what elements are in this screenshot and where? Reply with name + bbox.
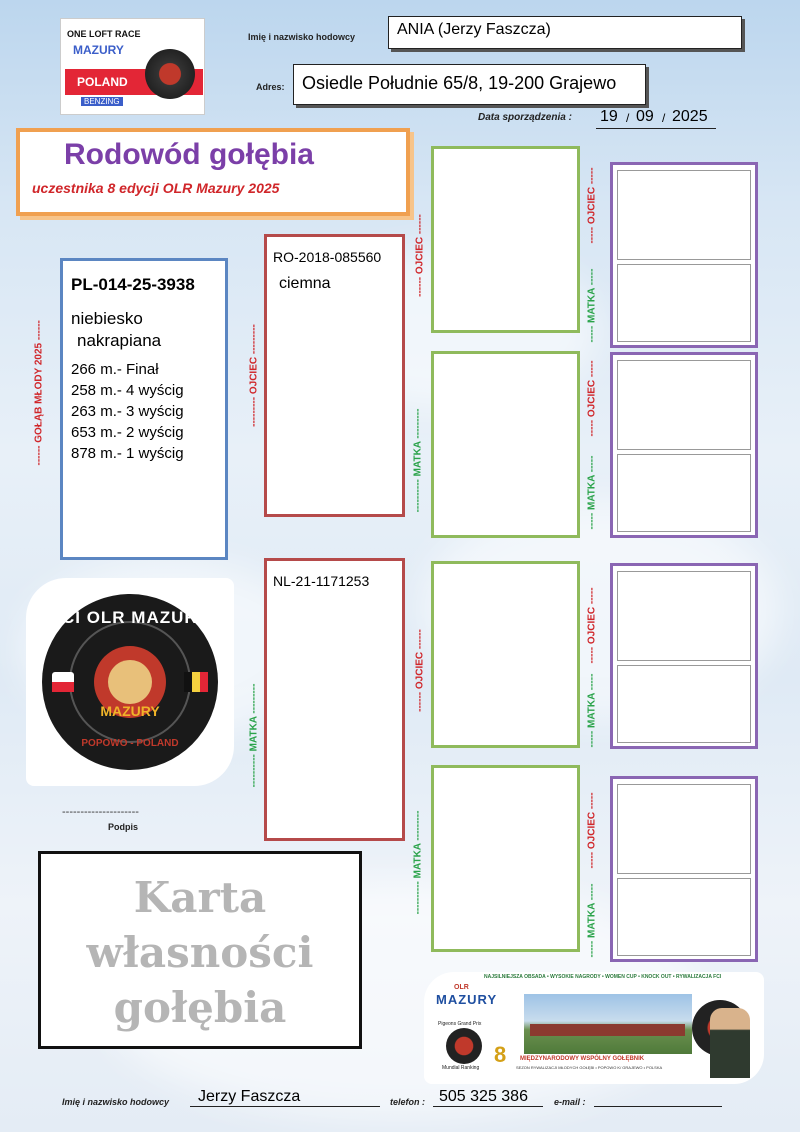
grandparent-box-3[interactable] bbox=[431, 561, 580, 748]
signature-label: Podpis bbox=[108, 822, 139, 832]
logo-text-benzing: BENZING bbox=[81, 97, 123, 106]
date-year: 2025 bbox=[672, 108, 708, 125]
breeder-label: Imię i nazwisko hodowcy bbox=[248, 32, 356, 42]
address-field[interactable]: Osiedle Południe 65/8, 19-200 Grajewo bbox=[293, 64, 646, 105]
result-item: 263 m.- 3 wyścig bbox=[71, 403, 184, 420]
logo-text-one-loft: ONE LOFT RACE bbox=[67, 29, 141, 39]
pigeon-ring[interactable]: PL-014-25-3938 bbox=[71, 275, 195, 294]
great-grandparent-pair-1 bbox=[610, 162, 758, 348]
banner-mundial: Mundial Ranking bbox=[442, 1065, 480, 1071]
page-title: Rodowód gołębia bbox=[64, 138, 314, 171]
ggp-ojciec-label: ----- OJCIEC ----- bbox=[586, 360, 598, 437]
gp-matka-label: ---------- MATKA --------- bbox=[412, 810, 424, 915]
great-grandparent-box[interactable] bbox=[617, 784, 751, 874]
title-box bbox=[16, 128, 410, 216]
ggp-ojciec-label: ----- OJCIEC ----- bbox=[586, 587, 598, 664]
gp-ojciec-label: ------ OJCIEC ------ bbox=[414, 214, 426, 297]
great-grandparent-box[interactable] bbox=[617, 360, 751, 450]
pigeon-results bbox=[71, 359, 184, 464]
footer-email-field[interactable] bbox=[594, 1088, 722, 1107]
mother-label: ---------- MATKA --------- bbox=[248, 683, 260, 788]
footer-email-label: e-mail : bbox=[554, 1097, 586, 1107]
banner-olr: OLR bbox=[454, 984, 469, 991]
olr-logo bbox=[60, 18, 205, 115]
result-item: 878 m.- 1 wyścig bbox=[71, 445, 184, 462]
logo-pigeon-emblem bbox=[145, 49, 195, 99]
footer-phone-field[interactable]: 505 325 386 bbox=[433, 1088, 543, 1107]
ownership-line: Karta bbox=[133, 873, 267, 922]
banner-photo bbox=[524, 994, 692, 1054]
badge-text-mid: MAZURY bbox=[100, 703, 160, 719]
date-month: 09 bbox=[636, 108, 654, 125]
banner-pgp: Pigeons Grand Prix bbox=[438, 1021, 482, 1027]
date-day: 19 bbox=[600, 108, 618, 125]
mother-box bbox=[264, 558, 405, 841]
ownership-card bbox=[38, 851, 362, 1049]
ggp-matka-label: ----- MATKA ----- bbox=[586, 268, 598, 343]
ownership-card-title bbox=[41, 870, 359, 1035]
banner-top-text: NAJSILNIEJSZA OBSADA • WYSOKIE NAGRODY • WOMEN CUP • KNOCK OUT • RYWALIZACJA FCI bbox=[484, 974, 722, 980]
banner-mazury: MAZURY bbox=[436, 992, 498, 1007]
result-item: 266 m.- Finał bbox=[71, 361, 159, 378]
logo-text-mazury: MAZURY bbox=[73, 43, 124, 57]
great-grandparent-box[interactable] bbox=[617, 264, 751, 342]
ggp-matka-label: ----- MATKA ----- bbox=[586, 455, 598, 530]
father-box bbox=[264, 234, 405, 517]
banner-emblem bbox=[446, 1028, 482, 1064]
gp-matka-label: ---------- MATKA --------- bbox=[412, 408, 424, 513]
mother-ring[interactable]: NL-21-1171253 bbox=[273, 573, 370, 589]
footer-breeder-label: Imię i nazwisko hodowcy bbox=[62, 1097, 170, 1107]
date-field[interactable]: 19 / 09 / 2025 bbox=[596, 109, 716, 129]
ownership-line: gołębia bbox=[113, 983, 287, 1032]
great-grandparent-box[interactable] bbox=[617, 170, 751, 260]
address-label: Adres: bbox=[256, 82, 285, 92]
father-label: --------- OJCIEC --------- bbox=[248, 324, 260, 427]
badge-text-top: FCI OLR MAZURY bbox=[50, 608, 210, 627]
banner-bottom-text-1: MIĘDZYNARODOWY WSPÓLNY GOŁĘBNIK bbox=[520, 1056, 645, 1062]
footer-phone-label: telefon : bbox=[390, 1097, 425, 1107]
ggp-matka-label: ----- MATKA ----- bbox=[586, 883, 598, 958]
grandparent-box-2[interactable] bbox=[431, 351, 580, 538]
young-pigeon-label: ------ GOŁĄB MŁODY 2025 ------ bbox=[33, 320, 45, 466]
footer-breeder-field[interactable]: Jerzy Faszcza bbox=[190, 1088, 380, 1107]
logo-text-poland: POLAND bbox=[77, 75, 128, 89]
father-color: ciemna bbox=[279, 275, 331, 292]
grandparent-box-1[interactable] bbox=[431, 146, 580, 333]
banner-bottom-text-2: SEZON RYWALIZACJI MŁODYCH GOŁĘBI • POPOWO K/ GRAJEWO • POLSKA bbox=[516, 1065, 663, 1070]
great-grandparent-box[interactable] bbox=[617, 454, 751, 532]
great-grandparent-box[interactable] bbox=[617, 665, 751, 743]
banner-eight: 8 bbox=[494, 1042, 507, 1067]
date-label: Data sporządzenia : bbox=[478, 112, 572, 123]
result-item: 653 m.- 2 wyścig bbox=[71, 424, 184, 441]
gp-ojciec-label: ------ OJCIEC ------ bbox=[414, 629, 426, 712]
signature-line[interactable]: --------------------- bbox=[62, 806, 139, 818]
great-grandparent-pair-2 bbox=[610, 352, 758, 538]
breeder-field[interactable]: ANIA (Jerzy Faszcza) bbox=[388, 16, 742, 49]
grandparent-box-4[interactable] bbox=[431, 765, 580, 952]
badge-text-bottom: POPOWO - POLAND bbox=[81, 738, 179, 749]
promo-banner bbox=[424, 972, 764, 1084]
ggp-matka-label: ----- MATKA ----- bbox=[586, 673, 598, 748]
pigeon-box bbox=[60, 258, 228, 560]
great-grandparent-pair-3 bbox=[610, 563, 758, 749]
great-grandparent-pair-4 bbox=[610, 776, 758, 962]
pigeon-color-2: nakrapiana bbox=[77, 331, 162, 350]
pigeon-color-1: niebiesko bbox=[71, 309, 143, 328]
banner-person bbox=[710, 1008, 750, 1078]
great-grandparent-box[interactable] bbox=[617, 571, 751, 661]
father-ring[interactable]: RO-2018-085560 bbox=[273, 249, 382, 265]
ownership-line: własności bbox=[86, 928, 314, 977]
page-subtitle: uczestnika 8 edycji OLR Mazury 2025 bbox=[32, 180, 280, 196]
fci-badge-card bbox=[26, 578, 234, 786]
ggp-ojciec-label: ----- OJCIEC ----- bbox=[586, 167, 598, 244]
ggp-ojciec-label: ----- OJCIEC ----- bbox=[586, 792, 598, 869]
great-grandparent-box[interactable] bbox=[617, 878, 751, 956]
result-item: 258 m.- 4 wyścig bbox=[71, 382, 184, 399]
